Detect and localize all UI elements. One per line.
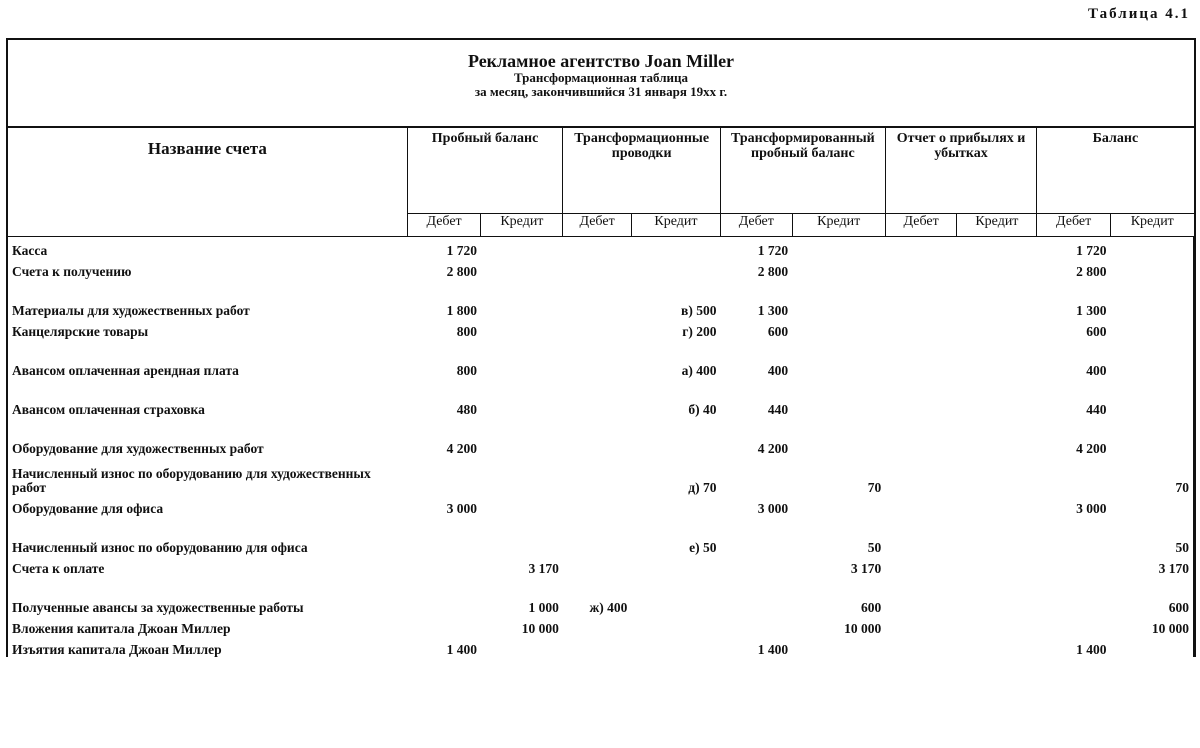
credit-cell — [1111, 339, 1194, 378]
debit-cell: 1 300 — [1076, 302, 1107, 318]
account-name: Вложения капитала Джоан Миллер — [12, 620, 231, 636]
trial-balance-header: Пробный баланс — [407, 128, 563, 214]
credit-cell: 600 — [861, 599, 882, 615]
debit-cell — [720, 615, 792, 636]
credit-cell — [957, 318, 1037, 339]
debit-cell: 3 000 — [1076, 500, 1107, 516]
credit-cell: 1 000 — [528, 599, 559, 615]
credit-cell — [481, 378, 563, 417]
debit-cell — [885, 456, 957, 495]
debit-cell — [563, 378, 632, 417]
debit-cell — [407, 576, 481, 615]
credit-cell: 50 — [867, 539, 882, 555]
credit-cell — [631, 636, 720, 657]
credit-cell — [1111, 318, 1194, 339]
credit-header: Кредит — [631, 214, 720, 237]
account-name: Оборудование для офиса — [12, 500, 164, 516]
account-name-header: Название счета — [8, 128, 407, 237]
credit-cell: 70 — [867, 479, 882, 495]
debit-cell: 600 — [767, 323, 789, 339]
debit-cell: 480 — [456, 401, 477, 417]
debit-cell: 4 200 — [1076, 440, 1107, 456]
debit-cell: 1 720 — [446, 242, 477, 258]
debit-cell: 4 200 — [446, 440, 477, 456]
credit-cell: б) 40 — [688, 401, 717, 417]
credit-cell — [792, 417, 885, 456]
credit-cell — [792, 378, 885, 417]
table-row — [8, 456, 1194, 495]
credit-cell: 10 000 — [844, 620, 882, 636]
credit-cell — [481, 417, 563, 456]
income-statement-header: Отчет о прибылях и убытках — [885, 128, 1037, 214]
credit-cell — [1111, 258, 1194, 279]
debit-cell — [563, 555, 632, 576]
worksheet-body — [8, 237, 1194, 658]
debit-cell — [407, 555, 481, 576]
table-row — [8, 417, 1194, 456]
account-name: Касса — [12, 242, 48, 258]
debit-cell: 440 — [1086, 401, 1107, 417]
worksheet-period: за месяц, закончившийся 31 января 19хх г. — [474, 83, 728, 99]
debit-cell — [407, 615, 481, 636]
debit-cell: 2 800 — [1076, 263, 1107, 279]
debit-cell: 1 300 — [757, 302, 789, 318]
credit-cell — [481, 516, 563, 555]
debit-cell — [885, 339, 957, 378]
credit-cell — [481, 456, 563, 495]
credit-cell — [957, 636, 1037, 657]
agency-name: Рекламное агентство Joan Miller — [467, 51, 735, 71]
debit-cell: 3 000 — [757, 500, 789, 516]
credit-header: Кредит — [481, 214, 563, 237]
table-number: Таблица 4.1 — [1088, 6, 1190, 22]
debit-cell — [885, 615, 957, 636]
worksheet-caption — [8, 40, 1194, 128]
table-row — [8, 339, 1194, 378]
debit-cell — [563, 636, 632, 657]
credit-cell — [957, 456, 1037, 495]
credit-cell — [631, 258, 720, 279]
account-name: Счета к получению — [12, 263, 132, 279]
debit-cell: ж) 400 — [589, 599, 628, 615]
debit-cell — [885, 378, 957, 417]
debit-cell — [407, 516, 481, 555]
debit-cell: 1 800 — [446, 302, 477, 318]
debit-cell — [563, 495, 632, 516]
credit-cell — [957, 279, 1037, 318]
debit-cell — [563, 456, 632, 495]
debit-cell — [563, 258, 632, 279]
credit-cell — [792, 258, 885, 279]
credit-cell — [481, 318, 563, 339]
account-name: Начисленный износ по оборудованию для художественных работ — [12, 465, 371, 495]
debit-cell — [885, 555, 957, 576]
debit-cell — [720, 456, 792, 495]
adjustments-header: Трансформационные проводки — [563, 128, 721, 214]
debit-cell — [720, 576, 792, 615]
credit-cell — [957, 516, 1037, 555]
debit-header: Дебет — [1037, 214, 1111, 237]
credit-cell — [1111, 378, 1194, 417]
credit-cell — [957, 555, 1037, 576]
credit-cell — [792, 339, 885, 378]
worksheet-title: Трансформационная таблица — [513, 69, 689, 85]
debit-cell — [885, 318, 957, 339]
credit-header: Кредит — [1111, 214, 1194, 237]
credit-cell — [631, 237, 720, 259]
credit-cell: 3 170 — [850, 560, 882, 576]
debit-cell — [885, 237, 957, 259]
credit-cell — [792, 279, 885, 318]
adjusted-trial-balance-header: Трансформированный пробный баланс — [720, 128, 885, 214]
debit-header: Дебет — [407, 214, 481, 237]
debit-cell: 400 — [1086, 362, 1107, 378]
debit-cell — [720, 516, 792, 555]
debit-cell: 4 200 — [757, 440, 789, 456]
account-name: Авансом оплаченная страховка — [12, 401, 205, 417]
debit-cell: 1 400 — [757, 641, 789, 657]
credit-cell: 10 000 — [1111, 615, 1194, 636]
credit-cell — [1111, 417, 1194, 456]
table-row — [8, 318, 1194, 339]
balance-sheet-header: Баланс — [1037, 128, 1194, 214]
debit-cell: 1 400 — [446, 641, 477, 657]
account-name: Полученные авансы за художественные работы — [12, 599, 304, 615]
credit-cell — [957, 615, 1037, 636]
credit-cell — [1111, 237, 1194, 259]
credit-cell: 10 000 — [521, 620, 559, 636]
table-row — [8, 258, 1194, 279]
debit-cell — [563, 237, 632, 259]
debit-cell — [885, 495, 957, 516]
account-name: Канцелярские товары — [12, 323, 149, 339]
credit-cell — [481, 636, 563, 657]
credit-cell — [1111, 495, 1194, 516]
credit-cell — [481, 237, 563, 259]
debit-cell: 2 800 — [757, 263, 789, 279]
group-header-row — [8, 128, 1194, 214]
debit-header: Дебет — [563, 214, 632, 237]
debit-cell — [563, 615, 632, 636]
debit-cell: 2 800 — [446, 263, 477, 279]
debit-cell — [563, 318, 632, 339]
credit-cell: г) 200 — [682, 323, 717, 339]
credit-cell — [792, 237, 885, 259]
debit-cell — [563, 339, 632, 378]
debit-cell — [720, 555, 792, 576]
table-row — [8, 237, 1194, 259]
credit-cell — [957, 378, 1037, 417]
credit-cell: е) 50 — [689, 539, 717, 555]
credit-cell: а) 400 — [681, 362, 717, 378]
debit-cell: 800 — [456, 362, 477, 378]
debit-cell: 1 720 — [1076, 242, 1107, 258]
credit-cell — [957, 576, 1037, 615]
debit-cell — [885, 258, 957, 279]
credit-cell — [957, 495, 1037, 516]
debit-cell: 3 000 — [446, 500, 477, 516]
debit-cell — [885, 516, 957, 555]
debit-cell — [885, 279, 957, 318]
debit-cell: 1 400 — [1076, 641, 1107, 657]
account-name: Материалы для художественных работ — [12, 302, 250, 318]
debit-cell — [1037, 615, 1111, 636]
credit-cell — [1111, 279, 1194, 318]
debit-cell: 440 — [767, 401, 789, 417]
credit-cell: 50 — [1111, 516, 1194, 555]
credit-cell — [481, 339, 563, 378]
account-name: Изъятия капитала Джоан Миллер — [12, 641, 222, 657]
account-name: Начисленный износ по оборудованию для офиса — [12, 539, 308, 555]
credit-cell: в) 500 — [681, 302, 717, 318]
credit-cell — [957, 237, 1037, 259]
credit-cell — [792, 495, 885, 516]
credit-cell: 600 — [1111, 576, 1194, 615]
table-row — [8, 495, 1194, 516]
credit-cell — [631, 615, 720, 636]
table-row — [8, 555, 1194, 576]
table-row — [8, 378, 1194, 417]
credit-header: Кредит — [792, 214, 885, 237]
credit-cell — [631, 576, 720, 615]
debit-header: Дебет — [885, 214, 957, 237]
debit-cell: 400 — [767, 362, 789, 378]
credit-cell: 3 170 — [528, 560, 559, 576]
credit-cell — [1111, 636, 1194, 657]
credit-cell — [631, 495, 720, 516]
credit-header: Кредит — [957, 214, 1037, 237]
account-name: Оборудование для художественных работ — [12, 440, 264, 456]
credit-cell: д) 70 — [688, 479, 717, 495]
table-row — [8, 615, 1194, 636]
table-row — [8, 516, 1194, 555]
credit-cell: 3 170 — [1111, 555, 1194, 576]
account-name: Авансом оплаченная арендная плата — [12, 362, 239, 378]
credit-cell — [957, 339, 1037, 378]
credit-cell — [792, 318, 885, 339]
table-row — [8, 576, 1194, 615]
credit-cell — [957, 417, 1037, 456]
debit-cell — [885, 417, 957, 456]
debit-cell — [1037, 555, 1111, 576]
credit-cell: 70 — [1111, 456, 1194, 495]
worksheet — [6, 38, 1196, 657]
debit-cell — [885, 636, 957, 657]
credit-cell — [631, 417, 720, 456]
credit-cell — [631, 555, 720, 576]
debit-cell — [1037, 516, 1111, 555]
debit-cell — [563, 516, 632, 555]
credit-cell — [792, 636, 885, 657]
account-name: Счета к оплате — [12, 560, 105, 576]
table-row — [8, 636, 1194, 657]
credit-cell — [481, 495, 563, 516]
debit-cell: 1 720 — [757, 242, 789, 258]
credit-cell — [481, 279, 563, 318]
debit-header: Дебет — [720, 214, 792, 237]
worksheet-table — [8, 128, 1194, 657]
debit-cell: 800 — [456, 323, 477, 339]
debit-cell — [563, 279, 632, 318]
debit-cell — [1037, 576, 1111, 615]
credit-cell — [957, 258, 1037, 279]
debit-cell — [1037, 456, 1111, 495]
debit-cell — [885, 576, 957, 615]
debit-cell — [563, 417, 632, 456]
debit-cell: 600 — [1086, 323, 1107, 339]
debit-cell — [407, 456, 481, 495]
credit-cell — [481, 258, 563, 279]
table-row — [8, 279, 1194, 318]
